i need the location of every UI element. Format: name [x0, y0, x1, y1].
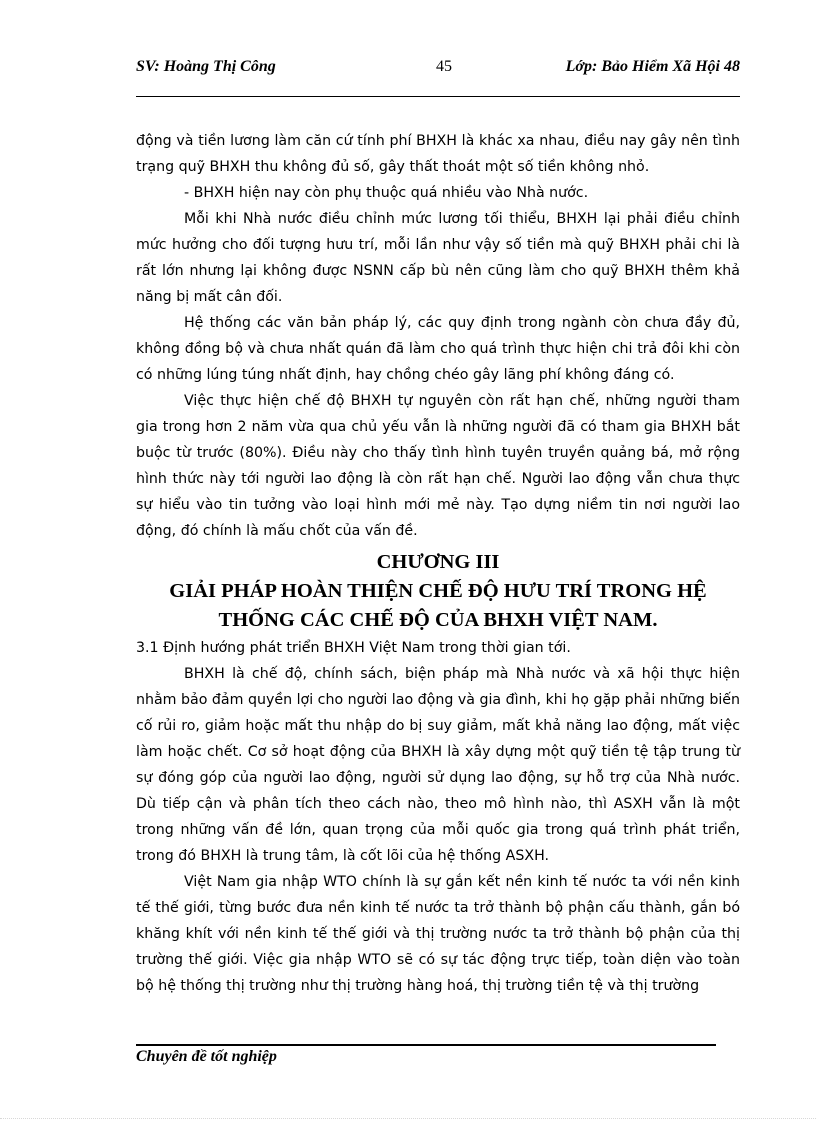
header-class-name: Lớp: Bảo Hiểm Xã Hội 48 — [565, 58, 740, 75]
paragraph: động và tiền lương làm căn cứ tính phí BHXH là khác xa nhau, điều nay gây nên tình trạng quỹ BHXH thu không đủ số, gây thất thoát một số tiền không nhỏ. — [136, 133, 740, 175]
chapter-title-line-1: GIẢI PHÁP HOÀN THIỆN CHẾ ĐỘ HƯU TRÍ TRONG HỆ — [169, 580, 707, 602]
paragraph: Hệ thống các văn bản pháp lý, các quy định trong ngành còn chưa đầy đủ, không đồng bộ và chưa nhất quán đã làm cho quá trình thực hiện chi trả đôi khi còn có những lúng túng nhất định, hay chồng chéo gây lãng phí không đáng có. — [136, 315, 740, 383]
paragraph: Việc thực hiện chế độ BHXH tự nguyên còn rất hạn chế, những người tham gia trong hơn 2 năm vừa qua chủ yếu vẫn là những người đã có tham gia BHXH bắt buộc từ trước (80%). Điều này cho thấy tình hình tuyên truyền quảng bá, mở rộng hình thức này tới người lao động là còn rất hạn chế. Người lao động vẫn chưa thực sự hiểu vào tin tưởng vào loại hình mới mẻ này. Tạo dựng niềm tin nơi người lao động, đó chính là mấu chốt của vấn đề. — [136, 393, 740, 539]
header-page-number: 45 — [436, 58, 452, 75]
document-body — [136, 128, 740, 999]
paragraph: BHXH là chế độ, chính sách, biện pháp mà Nhà nước và xã hội thực hiện nhằm bảo đảm quyền lợi cho người lao động và gia đình, khi họ gặp phải những biến cố rủi ro, giảm hoặc mất thu nhập do bị suy giảm, mất khả năng lao động, mất việc làm hoặc chết. Cơ sở hoạt động của BHXH là xây dựng một quỹ tiền tệ tập trung từ sự đóng góp của người lao động, người sử dụng lao động, sự hỗ trợ của Nhà nước. Dù tiếp cận và phân tích theo cách nào, theo mô hình nào, thì ASXH vẫn là một trong những vấn đề lớn, quan trọng của mỗi quốc gia trong quá trình phát triển, trong đó BHXH là trung tâm, là cốt lõi của hệ thống ASXH. — [136, 666, 740, 864]
section-heading: 3.1 Định hướng phát triển BHXH Việt Nam trong thời gian tới. — [136, 640, 571, 656]
header-rule — [136, 96, 740, 97]
page-footer: Chuyên đề tốt nghiệp — [136, 1048, 277, 1065]
chapter-title-line-2: THỐNG CÁC CHẾ ĐỘ CỦA BHXH VIỆT NAM. — [218, 609, 658, 631]
paragraph: - BHXH hiện nay còn phụ thuộc quá nhiều vào Nhà nước. — [184, 185, 589, 201]
paragraph: Mỗi khi Nhà nước điều chỉnh mức lương tối thiểu, BHXH lại phải điều chỉnh mức hưởng cho đối tượng hưu trí, mỗi lần như vậy số tiền mà quỹ BHXH phải chi là rất lớn nhưng lại không được NSNN cấp bù nên cũng làm cho quỹ BHXH thêm khả năng bị mất cân đối. — [136, 211, 740, 305]
header-student-name: SV: Hoàng Thị Công — [136, 58, 276, 75]
page-bottom-border — [0, 1118, 816, 1119]
footer-rule — [136, 1044, 716, 1046]
chapter-number: CHƯƠNG III — [376, 551, 500, 573]
page-header — [136, 58, 740, 80]
paragraph: Việt Nam gia nhập WTO chính là sự gắn kết nền kinh tế nước ta với nền kinh tế thế giới, từng bước đưa nền kinh tế nước ta trở thành bộ phận cấu thành, gắn bó khăng khít với nền kinh tế thế giới và thị trường nước ta trở thành bộ phận của thị trường thế giới. Việc gia nhập WTO sẽ có sự tác động trực tiếp, toàn diện vào toàn bộ hệ thống thị trường như thị trường hàng hoá, thị trường tiền tệ và thị trường — [136, 874, 740, 994]
